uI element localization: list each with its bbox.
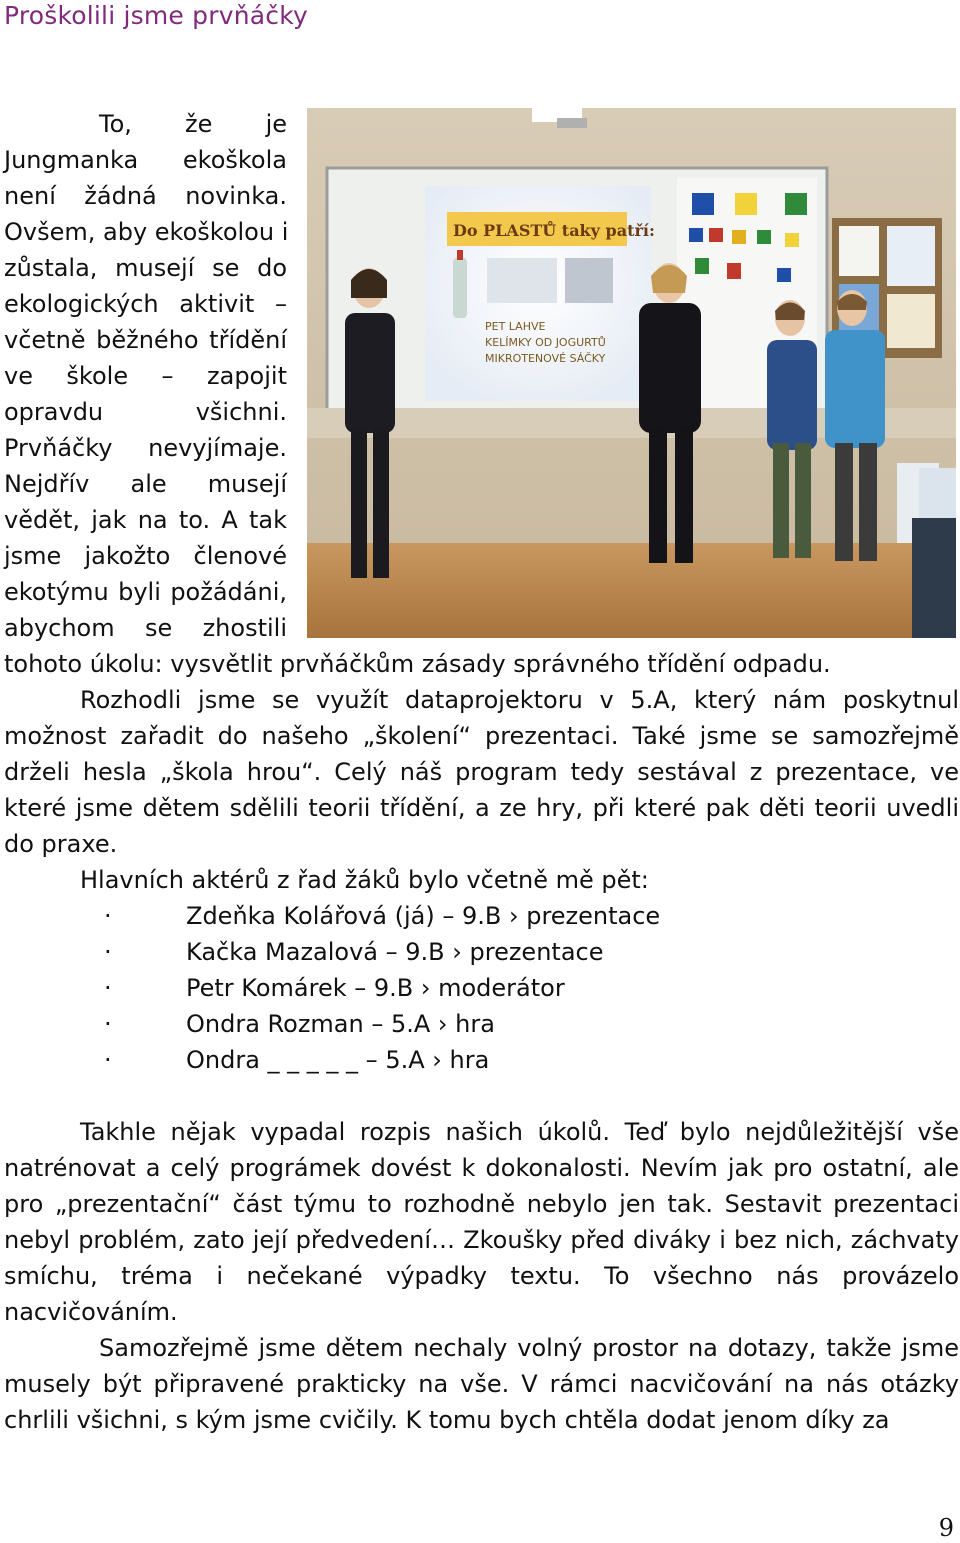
intro-line: jsme jakožto členové [4, 542, 287, 570]
paragraph-dataprojector: Rozhodli jsme se využít dataprojektoru v 5.A, který nám poskytnul možnost zařadit do našeho „školení“ prezentaci. Také jsme se samozřejmě drželi hesla „škola hrou“. Celý náš program tedy sestával z prezentace, ve které jsme dětem sdělili teorii třídění, a ze hry, při které pak děti teorii uvedli do praxe. [4, 686, 959, 858]
slide-line-3: MIKROTENOVÉ SÁČKY [485, 352, 606, 365]
slide-line-2: KELÍMKY OD JOGURTŮ [485, 336, 606, 349]
intro-line: ve škole – zapojit [4, 362, 287, 390]
bullet: · [104, 1010, 112, 1038]
actor-entry: Zdeňka Kolářová (já) – 9.B › prezentace [186, 902, 661, 930]
intro-paragraph-tail: tohoto úkolu: vysvětlit prvňáčkům zásady správného třídění odpadu. [4, 650, 831, 678]
actor-entry: Kačka Mazalová – 9.B › prezentace [186, 938, 604, 966]
slide-title: Do PLASTŮ taky patří: [453, 221, 655, 240]
slide-line-1: PET LAHVE [485, 320, 546, 333]
intro-line: včetně běžného třídění [4, 326, 287, 354]
actors-list [4, 898, 959, 1078]
list-item [4, 1006, 959, 1042]
bullet: · [104, 938, 112, 966]
intro-line: ekologických aktivit – [4, 290, 287, 318]
article-title: Proškolili jsme prvňáčky [4, 1, 308, 30]
intro-line: Ovšem, aby ekoškolou i [4, 218, 289, 246]
actor-entry: Ondra _ _ _ _ _ – 5.A › hra [186, 1046, 490, 1074]
bullet: · [104, 902, 112, 930]
actors-intro: Hlavních aktérů z řad žáků bylo včetně mě pět: [80, 866, 649, 894]
paragraph-practice: Takhle nějak vypadal rozpis našich úkolů. Teď bylo nejdůležitější vše natrénovat a celý prográmek dovést k dokonalosti. Nevím jak pro ostatní, ale pro „prezentační“ část týmu to rozhodně nebylo jen tak. Sestavit prezentaci nebyl problém, zato její předvedení… Zkoušky před diváky i bez nich, záchvaty smíchu, tréma i nečekané výpadky textu. To všechno nás provázelo nacvičováním. [4, 1118, 959, 1326]
intro-line: To, že je [99, 110, 287, 138]
paragraph-questions: Samozřejmě jsme dětem nechaly volný prostor na dotazy, takže jsme musely být připravené prakticky na vše. V rámci nacvičování na nás otázky chrlili všichni, s kým jsme cvičily. K tomu bych chtěla dodat jenom díky za [4, 1334, 959, 1434]
intro-line: ekotýmu byli požádáni, [4, 578, 287, 606]
list-item [4, 898, 959, 934]
bullet: · [104, 974, 112, 1002]
bullet: · [104, 1046, 112, 1074]
intro-line: opravdu všichni. [4, 398, 287, 426]
intro-line: abychom se zhostili [4, 614, 287, 642]
article-body [4, 646, 959, 1078]
list-item [4, 934, 959, 970]
intro-line: zůstala, musejí se do [4, 254, 287, 282]
classroom-photo [307, 108, 956, 638]
actor-entry: Ondra Rozman – 5.A › hra [186, 1010, 495, 1038]
intro-line: vědět, jak na to. A tak [4, 506, 287, 534]
page-number: 9 [938, 1514, 954, 1542]
actor-entry: Petr Komárek – 9.B › moderátor [186, 974, 565, 1002]
intro-line: Prvňáčky nevyjímaje. [4, 434, 287, 462]
intro-line: Jungmanka ekoškola [4, 146, 287, 174]
list-item [4, 1042, 959, 1078]
intro-line: Nejdřív ale musejí [4, 470, 287, 498]
intro-line: není žádná novinka. [4, 182, 287, 210]
list-item [4, 970, 959, 1006]
article-body-continued [4, 1114, 959, 1438]
intro-paragraph [4, 106, 287, 646]
